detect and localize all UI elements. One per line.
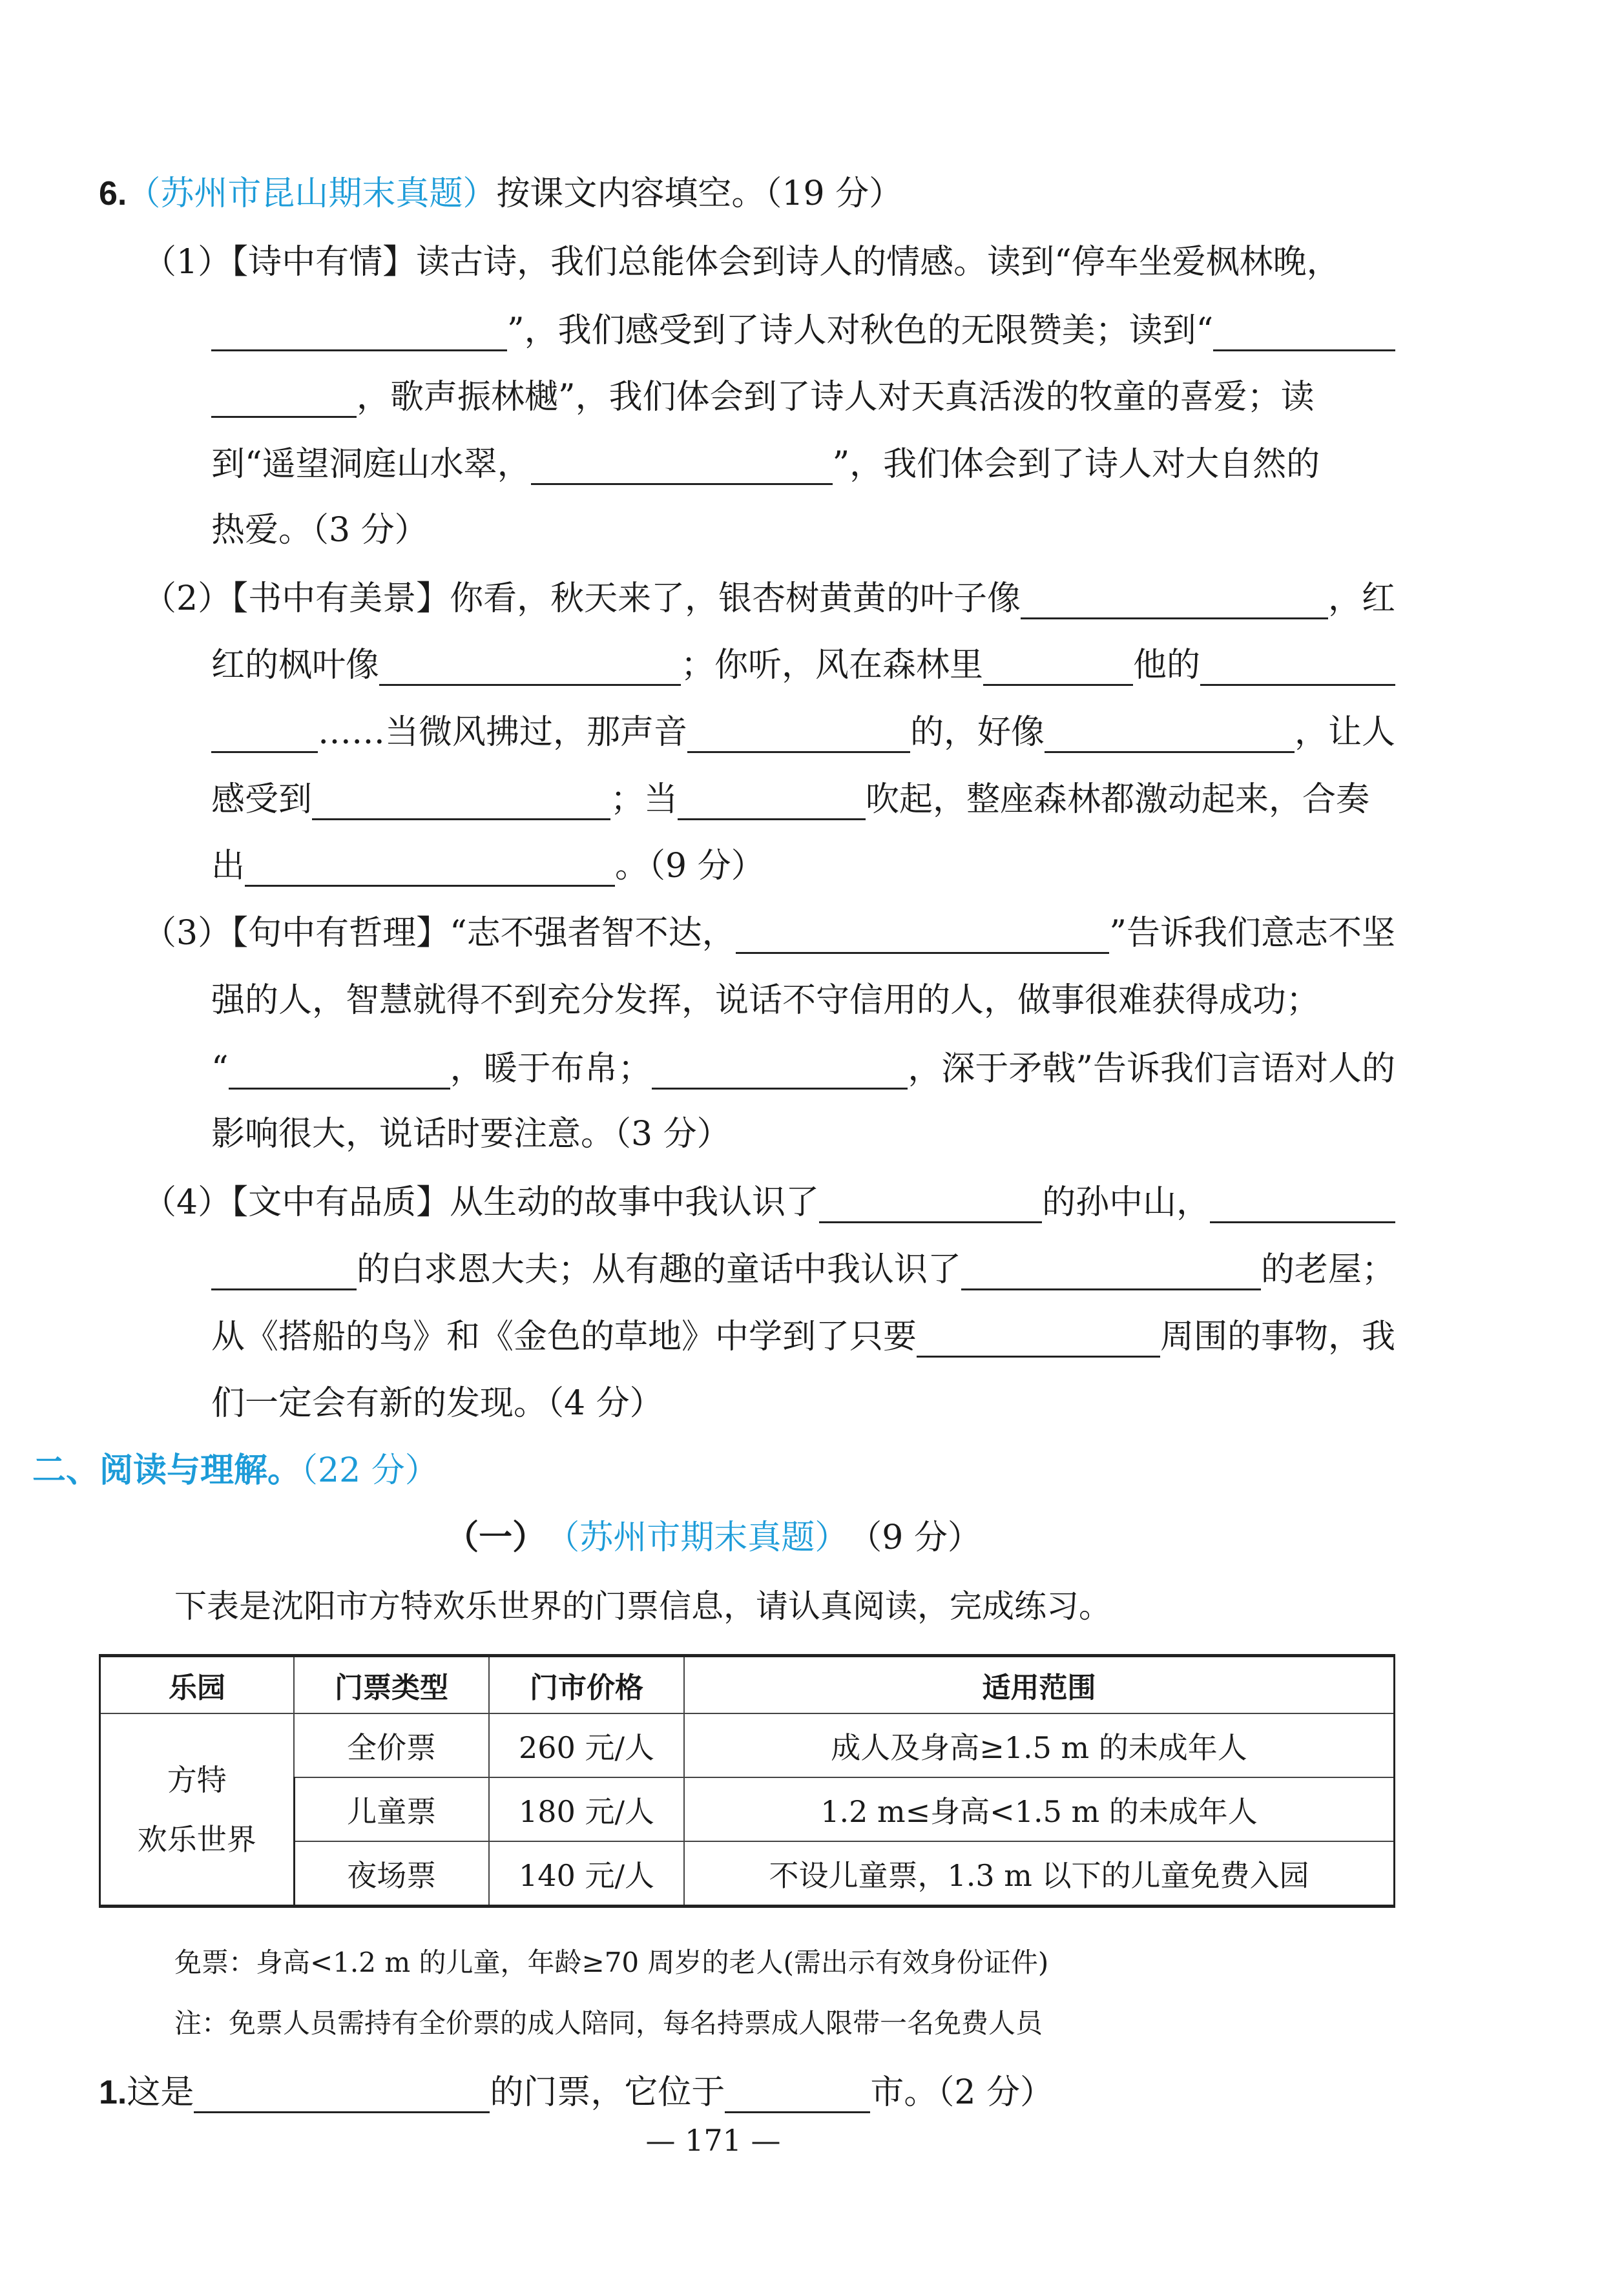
answer-blank[interactable] [211, 712, 318, 753]
part4-line3 [211, 1311, 1395, 1363]
part2-line4 [211, 774, 1395, 825]
passage-score: （9 分） [848, 1518, 981, 1557]
text: 的老屋； [1260, 1250, 1395, 1289]
question-title: 按课文内容填空。（19 分） [496, 174, 903, 213]
question-6-header [99, 168, 902, 220]
text: ；你听，风在森林里 [681, 646, 984, 685]
page-number: — 171 — [645, 2123, 781, 2158]
text: ”告诉我们意志不坚 [1109, 914, 1395, 953]
text: （4）【文中有品质】从生动的故事中我认识了 [143, 1183, 820, 1222]
answer-blank[interactable] [1210, 1183, 1395, 1223]
text: 感受到 [211, 780, 313, 819]
passage-heading [0, 1512, 1426, 1564]
text: 热爱。（3 分） [211, 511, 428, 550]
answer-blank[interactable] [1200, 645, 1395, 686]
part1-line5 [211, 504, 1395, 556]
answer-blank[interactable] [211, 311, 507, 351]
text: 到“遥望洞庭山水翠， [211, 445, 531, 484]
table-row [100, 1841, 1395, 1907]
text: 出 [211, 847, 245, 885]
answer-blank[interactable] [194, 2073, 490, 2113]
ticket-scope: 1.2 m≤身高<1.5 m 的未成年人 [684, 1777, 1395, 1841]
question-1 [99, 2067, 1054, 2118]
text: 下表是沈阳市方特欢乐世界的门票信息，请认真阅读，完成练习。 [174, 1588, 1111, 1625]
text: （2）【书中有美景】你看，秋天来了，银杏树黄黄的叶子像 [143, 579, 1021, 618]
text: 的孙中山， [1042, 1183, 1211, 1222]
question-number: 1. [99, 2074, 127, 2111]
answer-blank[interactable] [736, 913, 1110, 954]
ticket-table [99, 1654, 1395, 1908]
column-header: 乐园 [100, 1656, 295, 1714]
text: 的门票，它位于 [490, 2073, 725, 2112]
part1-line1 [143, 236, 1395, 288]
ticket-scope: 成人及身高≥1.5 m 的未成年人 [684, 1713, 1395, 1777]
answer-blank[interactable] [652, 1049, 908, 1090]
text: 他的 [1133, 646, 1201, 685]
ticket-type: 夜场票 [294, 1841, 489, 1907]
answer-blank[interactable] [245, 846, 615, 887]
part3-line4 [211, 1108, 1395, 1160]
part3-line1 [143, 907, 1395, 959]
companion-note: 注：免票人员需持有全价票的成人陪同，每名持票成人限带一名免费人员 [174, 2007, 1043, 2039]
ticket-scope: 不设儿童票，1.3 m 以下的儿童免费入园 [684, 1841, 1395, 1907]
text: ”，我们体会到了诗人对大自然的 [832, 445, 1320, 484]
part4-line4 [211, 1378, 1395, 1429]
answer-blank[interactable] [1021, 579, 1328, 619]
answer-blank[interactable] [917, 1317, 1160, 1358]
answer-blank[interactable] [678, 780, 866, 820]
part2-line2 [211, 639, 1395, 691]
answer-blank[interactable] [1045, 712, 1295, 753]
table-row [100, 1777, 1395, 1841]
text: 们一定会有新的发现。（4 分） [211, 1384, 663, 1423]
text: 红的枫叶像 [211, 646, 380, 685]
answer-blank[interactable] [687, 712, 910, 753]
answer-blank[interactable] [379, 645, 681, 686]
part3-line2 [211, 975, 1395, 1026]
passage-intro [174, 1580, 1358, 1632]
text: 从《搭船的鸟》和《金色的草地》中学到了只要 [211, 1318, 917, 1356]
question-number: 6. [99, 175, 127, 212]
text: 市。（2 分） [870, 2073, 1054, 2112]
column-header: 门票类型 [294, 1656, 489, 1714]
passage-label: （一） [445, 1518, 546, 1557]
answer-blank[interactable] [312, 780, 610, 820]
part2-line3 [211, 707, 1395, 758]
text: ”，我们感受到了诗人对秋色的无限赞美；读到“ [507, 311, 1214, 350]
text: ，让人 [1294, 713, 1395, 752]
part1-line2 [211, 305, 1395, 357]
free-ticket-note: 免票：身高<1.2 m 的儿童，年龄≥70 周岁的老人(需出示有效身份证件) [174, 1947, 1049, 1978]
text: （1）【诗中有情】读古诗，我们总能体会到诗人的情感。读到“停车坐爱枫林晚， [143, 243, 1340, 282]
text: 强的人，智慧就得不到充分发挥，说话不守信用的人，做事很难获得成功； [211, 981, 1320, 1020]
text: ，暖于布帛； [450, 1050, 652, 1088]
part1-line4 [211, 439, 1395, 490]
table-header-row [100, 1656, 1395, 1714]
answer-blank[interactable] [229, 1049, 450, 1090]
section-score: （22 分） [301, 1451, 439, 1490]
passage-source: （苏州市期末真题） [546, 1518, 849, 1557]
answer-blank[interactable] [211, 1250, 357, 1290]
column-header: 适用范围 [684, 1656, 1395, 1714]
text: 的白求恩大夫；从有趣的童话中我认识了 [357, 1250, 962, 1289]
answer-blank[interactable] [725, 2073, 870, 2113]
answer-blank[interactable] [961, 1250, 1261, 1290]
section-title: 二、阅读与理解。 [32, 1451, 302, 1490]
text: 吹起，整座森林都激动起来，合奏 [866, 780, 1370, 819]
part3-line3 [211, 1043, 1395, 1095]
part1-line3 [211, 371, 1395, 423]
answer-blank[interactable] [983, 645, 1133, 686]
answer-blank[interactable] [211, 377, 357, 418]
table-row [100, 1713, 1395, 1777]
text: ，深于矛戟”告诉我们言语对人的 [908, 1050, 1395, 1088]
text: ；当 [610, 780, 678, 819]
park-name-line: 方特 [167, 1762, 227, 1797]
text: 影响很大，说话时要注意。（3 分） [211, 1115, 731, 1153]
part4-line2 [211, 1244, 1395, 1296]
section-heading [32, 1445, 439, 1496]
text: ，歌声振林樾”，我们体会到了诗人对天真活泼的牧童的喜爱；读 [357, 378, 1315, 417]
answer-blank[interactable] [819, 1183, 1042, 1223]
text: “ [211, 1050, 229, 1088]
text: 周围的事物，我 [1160, 1318, 1395, 1356]
question-source: （苏州市昆山期末真题） [127, 174, 497, 213]
ticket-type: 全价票 [294, 1713, 489, 1777]
text: （3）【句中有哲理】“志不强者智不达， [143, 914, 736, 953]
ticket-price: 180 元/人 [489, 1777, 684, 1841]
part2-line5 [211, 840, 1395, 892]
text: 这是 [127, 2073, 194, 2112]
part2-line1 [143, 573, 1395, 625]
text: 的，好像 [910, 713, 1045, 752]
text: ……当微风拂过，那声音 [318, 713, 688, 752]
answer-blank[interactable] [1213, 311, 1395, 351]
ticket-price: 260 元/人 [489, 1713, 684, 1777]
ticket-price: 140 元/人 [489, 1841, 684, 1907]
ticket-type: 儿童票 [294, 1777, 489, 1841]
answer-blank[interactable] [531, 444, 833, 485]
text: ，红 [1327, 579, 1395, 618]
column-header: 门市价格 [489, 1656, 684, 1714]
text: 。（9 分） [615, 847, 765, 885]
park-cell [100, 1713, 295, 1907]
park-name-line: 欢乐世界 [137, 1821, 256, 1857]
part4-line1 [143, 1177, 1395, 1228]
